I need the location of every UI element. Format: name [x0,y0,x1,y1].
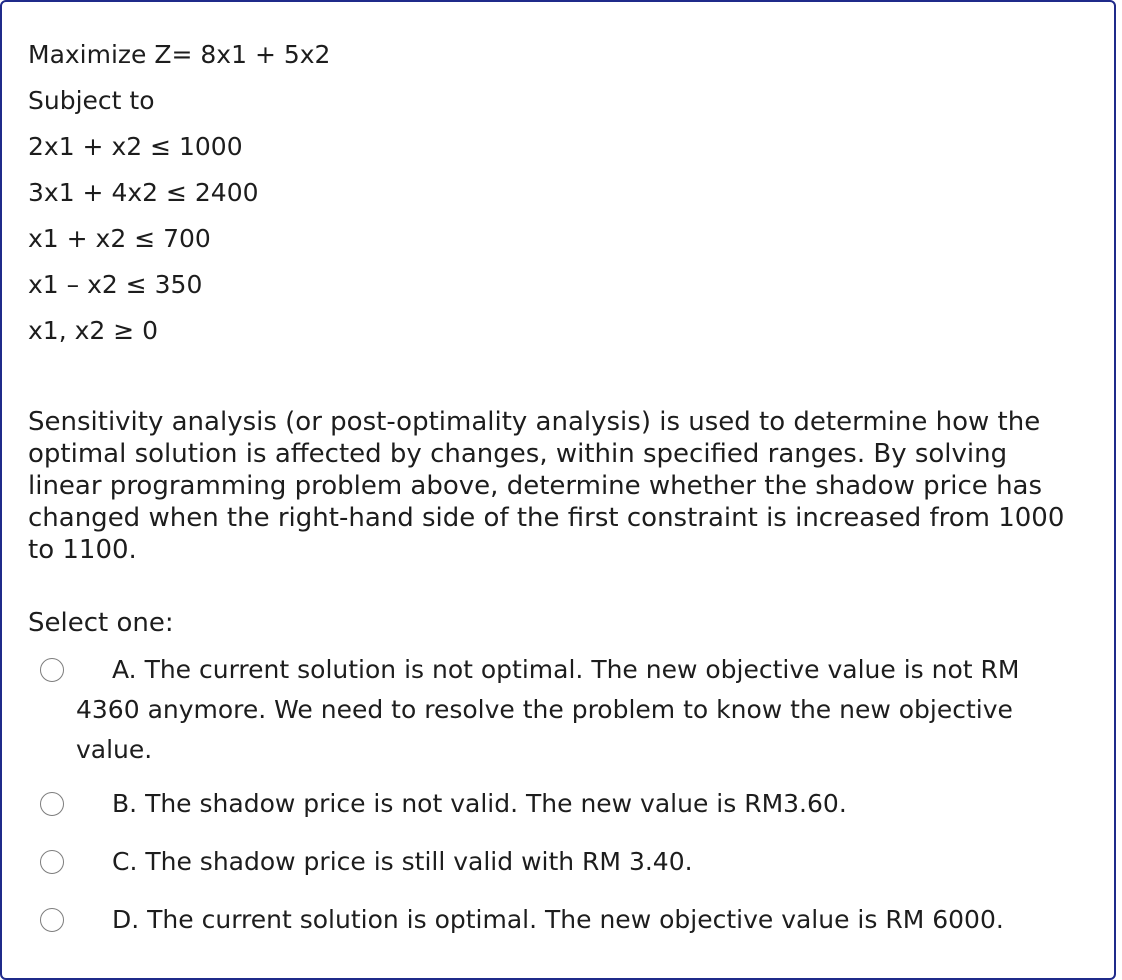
option-c-radio[interactable] [40,850,64,874]
option-a-label: The current solution is not optimal. The new objective value is not RM 4360 anymore. We need to resolve the problem to know the new objective value. [76,655,1020,764]
option-c[interactable] [38,842,1078,900]
option-b-letter: B. [112,789,138,818]
option-b-text[interactable] [76,784,1078,824]
non-negativity-constraint: x1, x2 ≥ 0 [28,316,159,345]
option-a-radio[interactable] [40,658,64,682]
answer-options [38,650,1078,958]
option-a-letter: A. [112,655,137,684]
option-d-letter: D. [112,905,140,934]
option-a-text[interactable] [76,650,1078,770]
option-b-label: The shadow price is not valid. The new value is RM3.60. [145,789,847,818]
option-b-radio[interactable] [40,792,64,816]
option-c-text[interactable] [76,842,1078,882]
objective-function: Maximize Z= 8x1 + 5x2 [28,40,331,69]
option-c-letter: C. [112,847,138,876]
option-d-radio[interactable] [40,908,64,932]
option-d-text[interactable] [76,900,1078,940]
option-d-label: The current solution is optimal. The new objective value is RM 6000. [147,905,1004,934]
option-b[interactable] [38,784,1078,842]
subject-to-label: Subject to [28,86,155,115]
select-one-label: Select one: [28,608,174,638]
constraint-2: 3x1 + 4x2 ≤ 2400 [28,178,259,207]
constraint-3: x1 + x2 ≤ 700 [28,224,211,253]
question-text: Sensitivity analysis (or post-optimality analysis) is used to determine how the optimal solution is affected by changes, within specified ranges. By solving linear programming problem above, determine whether the shadow price has changed when the right-hand side of the first constraint is increased from 1000 to 1100. [28,407,1065,565]
option-c-label: The shadow price is still valid with RM 3.40. [145,847,693,876]
constraint-4: x1 – x2 ≤ 350 [28,270,203,299]
problem-formulation [28,32,330,354]
option-d[interactable] [38,900,1078,958]
constraint-1: 2x1 + x2 ≤ 1000 [28,132,243,161]
option-a[interactable] [38,650,1078,784]
